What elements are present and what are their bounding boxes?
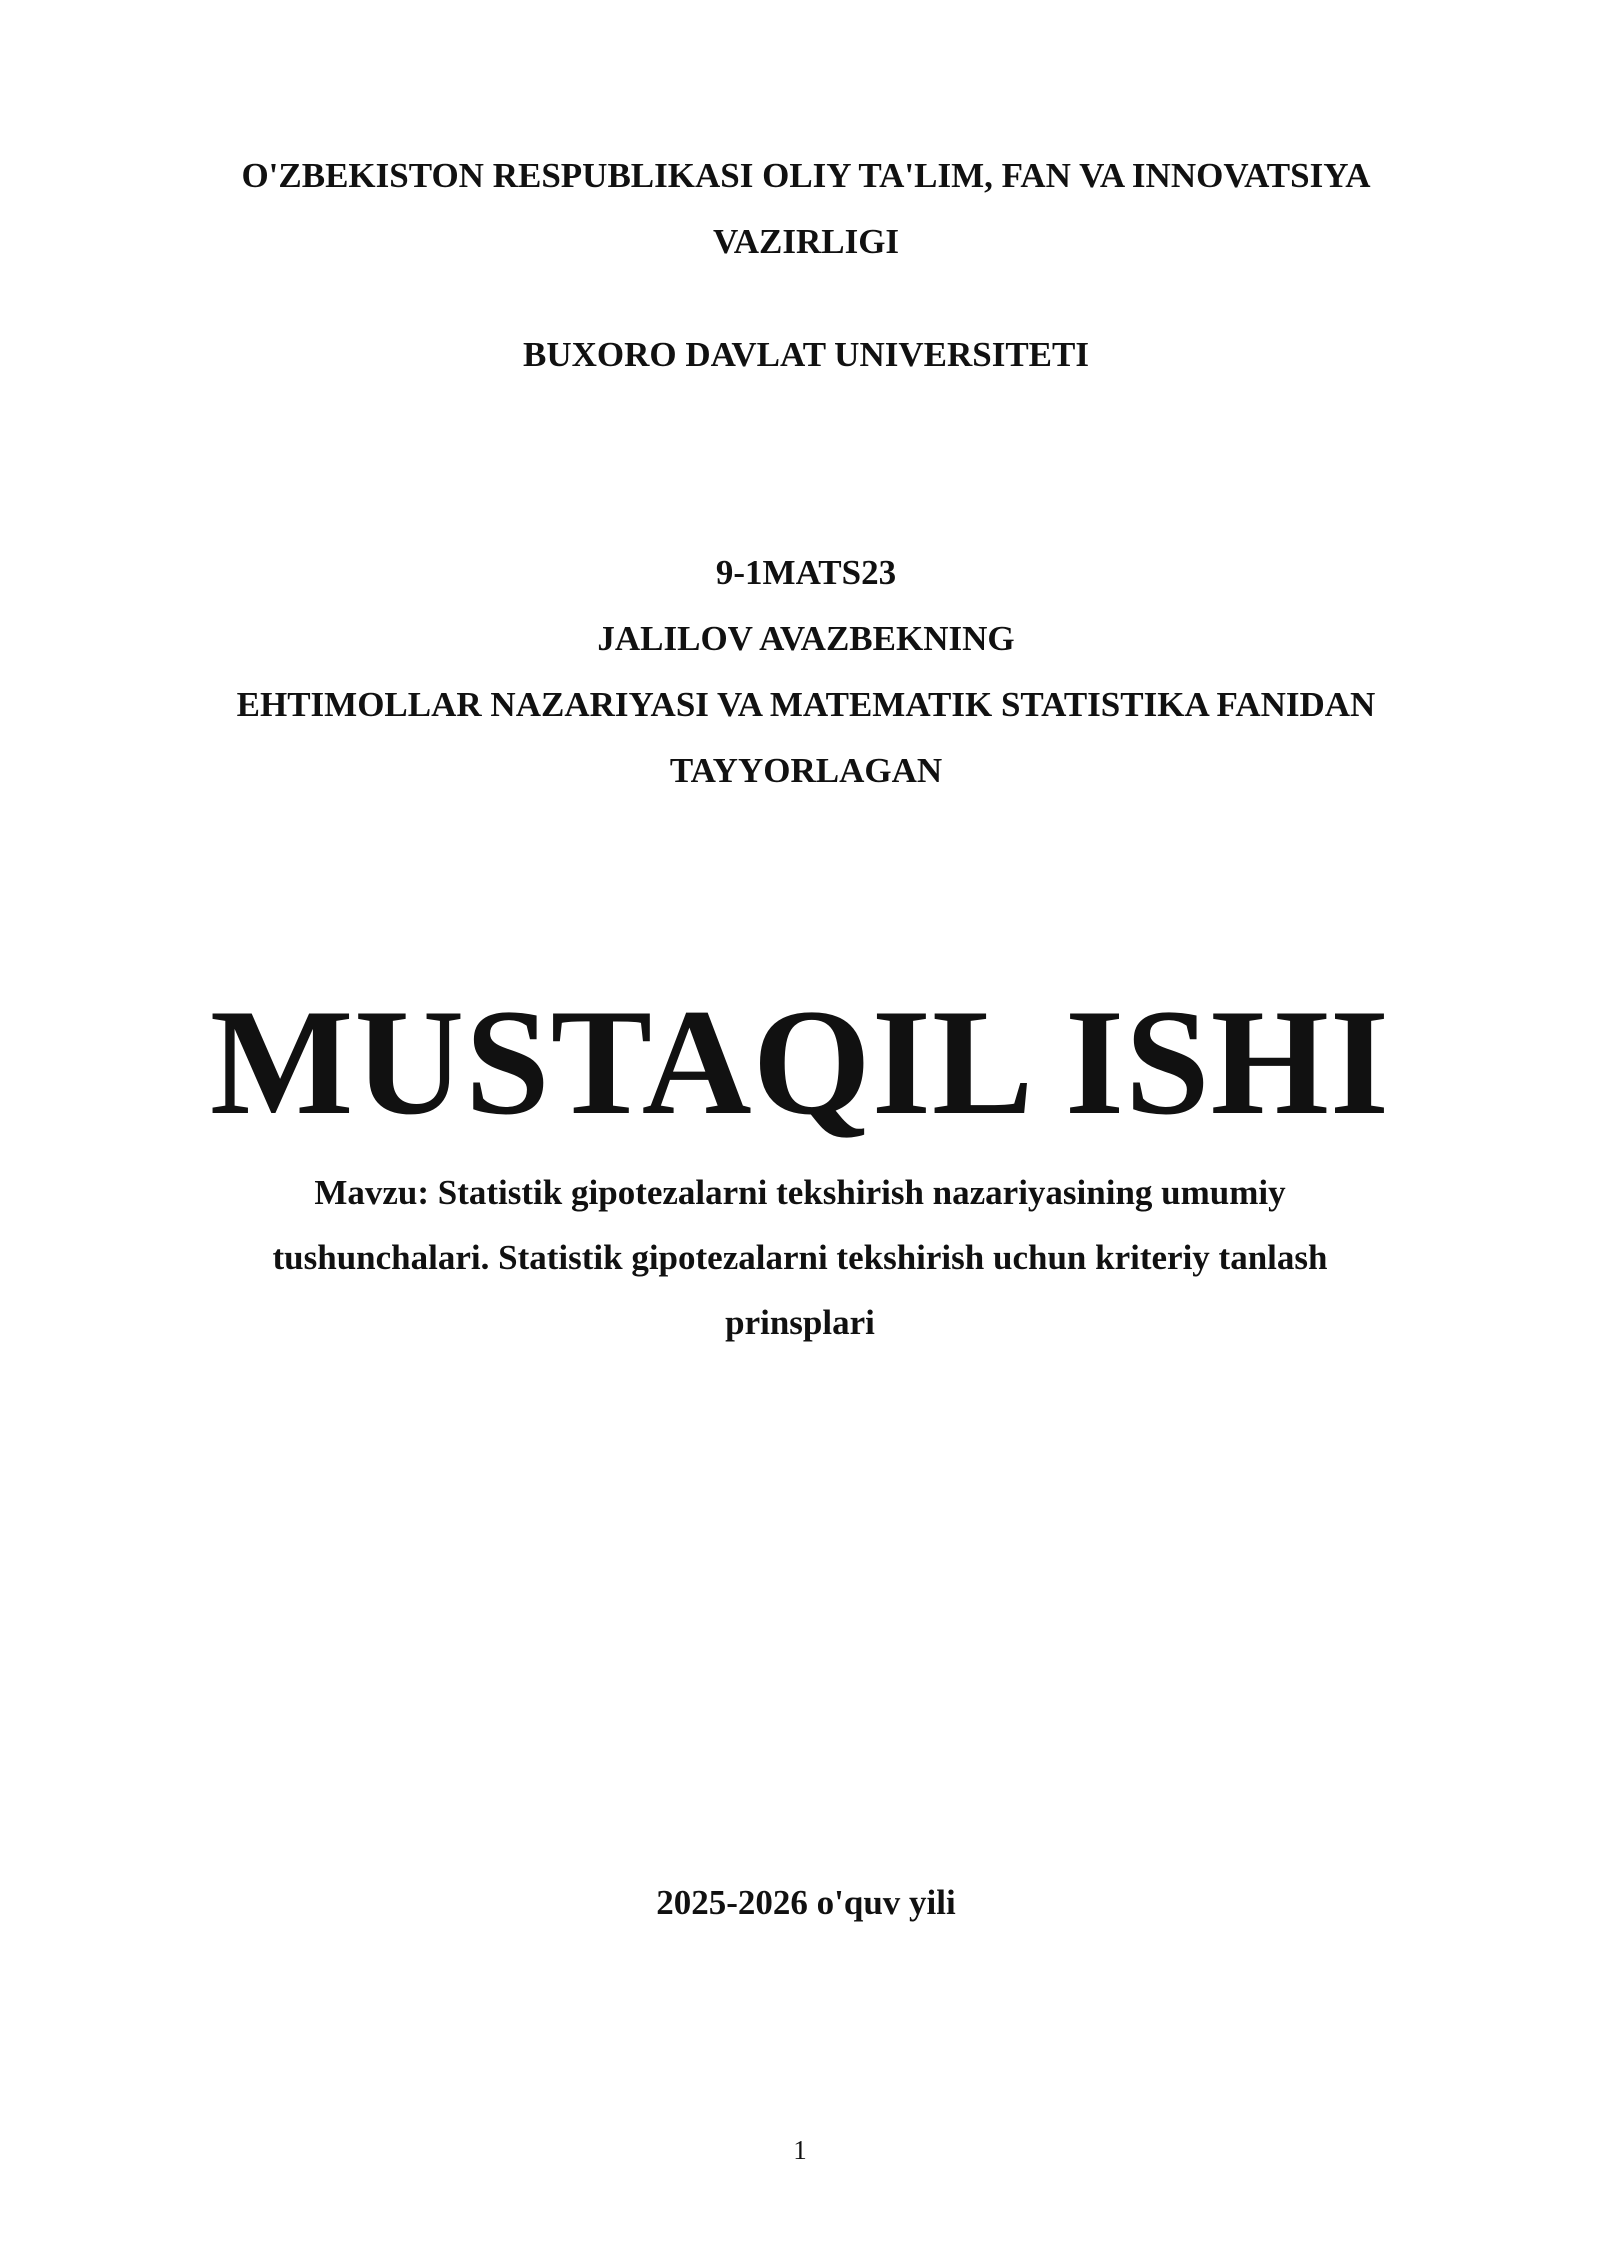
ministry-line-2: VAZIRLIGI (712, 222, 900, 261)
topic-line-3: prinsplari (725, 1303, 875, 1342)
author-block (6, 540, 1600, 804)
academic-year: 2025-2026 o'quv yili (656, 1883, 956, 1922)
prepared-label: TAYYORLAGAN (669, 751, 943, 790)
topic-line-1: Mavzu: Statistik gipotezalarni tekshirish nazariyasining umumiy (314, 1173, 1286, 1212)
university-name: BUXORO DAVLAT UNIVERSITETI (523, 335, 1089, 374)
document-title: MUSTAQIL ISHI (209, 978, 1391, 1146)
author-name: JALILOV AVAZBEKNING (597, 619, 1015, 658)
topic-line-2: tushunchalari. Statistik gipotezalarni tekshirish uchun kriteriy tanlash (272, 1238, 1328, 1277)
ministry-heading (6, 143, 1600, 275)
university-heading (6, 322, 1600, 388)
topic-block (0, 1160, 1600, 1355)
ministry-line-1: O'ZBEKISTON RESPUBLIKASI OLIY TA'LIM, FAN VA INNOVATSIYA (241, 156, 1371, 195)
group-code: 9-1MATS23 (715, 553, 897, 592)
page-number: 1 (793, 2135, 807, 2165)
subject-name: EHTIMOLLAR NAZARIYASI VA MATEMATIK STATISTIKA FANIDAN (236, 685, 1376, 724)
academic-year-block (6, 1870, 1600, 1936)
